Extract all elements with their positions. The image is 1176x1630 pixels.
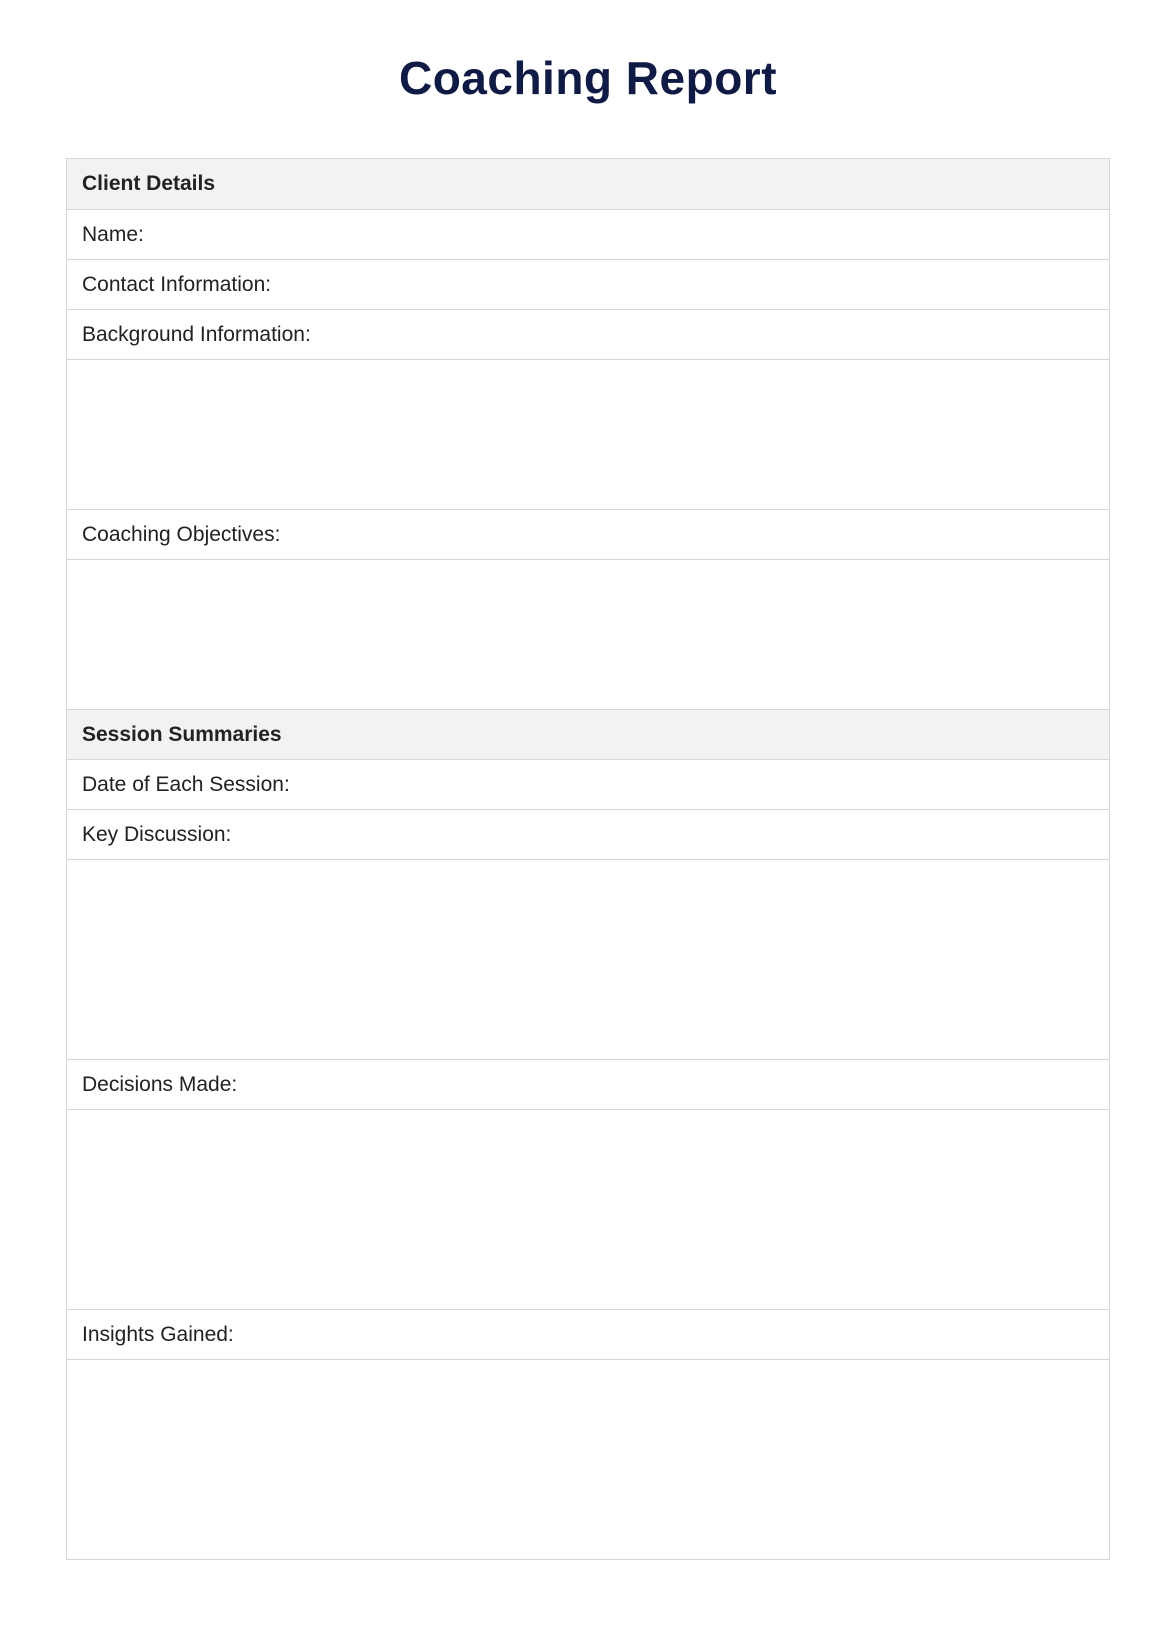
contact-information-label: Contact Information: bbox=[82, 272, 272, 296]
session-date-label: Date of Each Session: bbox=[82, 772, 290, 796]
session-date-field[interactable] bbox=[67, 759, 1109, 809]
contact-information-field[interactable] bbox=[67, 259, 1109, 309]
insights-gained-label-row bbox=[67, 1309, 1109, 1359]
name-label: Name: bbox=[82, 222, 144, 246]
background-information-label-row bbox=[67, 309, 1109, 359]
name-field[interactable] bbox=[67, 209, 1109, 259]
coaching-objectives-input-area[interactable] bbox=[67, 559, 1109, 709]
decisions-made-label: Decisions Made: bbox=[82, 1072, 238, 1096]
key-discussion-label: Key Discussion: bbox=[82, 822, 232, 846]
background-information-label: Background Information: bbox=[82, 322, 311, 346]
section-header-session-summaries: Session Summaries bbox=[67, 709, 1109, 759]
page-title: Coaching Report bbox=[398, 52, 778, 104]
coaching-objectives-label-row bbox=[67, 509, 1109, 559]
section-header-client-details: Client Details bbox=[67, 159, 1109, 209]
decisions-made-input-area[interactable] bbox=[67, 1109, 1109, 1309]
insights-gained-input-area[interactable] bbox=[67, 1359, 1109, 1559]
coaching-objectives-label: Coaching Objectives: bbox=[82, 522, 281, 546]
insights-gained-label: Insights Gained: bbox=[82, 1322, 234, 1346]
coaching-report-form bbox=[66, 158, 1110, 1560]
decisions-made-label-row bbox=[67, 1059, 1109, 1109]
key-discussion-input-area[interactable] bbox=[67, 859, 1109, 1059]
key-discussion-label-row bbox=[67, 809, 1109, 859]
background-information-input-area[interactable] bbox=[67, 359, 1109, 509]
